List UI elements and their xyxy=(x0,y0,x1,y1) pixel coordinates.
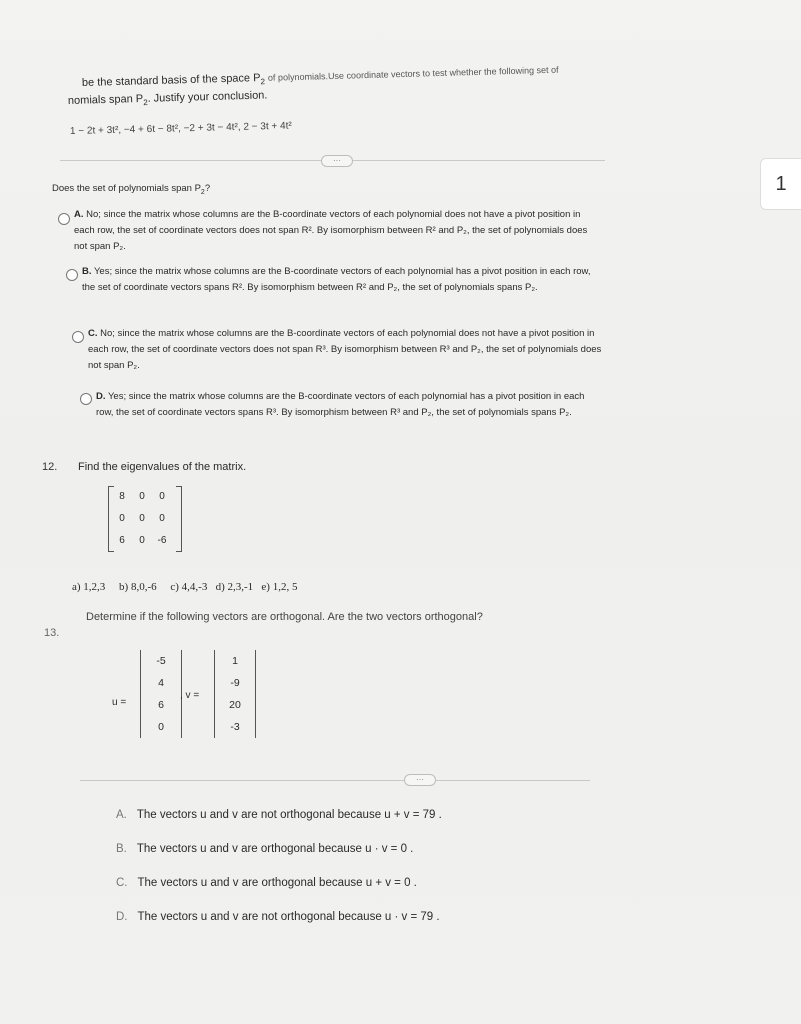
option-a-letter: A. xyxy=(74,209,84,220)
matrix-cell: 8 xyxy=(119,491,125,502)
header-line-1 xyxy=(82,64,559,91)
matrix-cell: 0 xyxy=(139,491,145,502)
span-question-sub: 2 xyxy=(200,188,205,196)
option-c-letter: C. xyxy=(88,328,98,339)
divider-bottom xyxy=(80,780,590,781)
answer-option-b[interactable] xyxy=(116,843,413,855)
v-entry: 20 xyxy=(229,699,241,711)
q13-number: 13. xyxy=(44,627,60,639)
vector-u xyxy=(140,650,182,738)
option-c-radio[interactable] xyxy=(72,331,84,343)
header-line-1-text: be the standard basis of the space P xyxy=(81,72,261,89)
answer-a-text: The vectors u and v are not orthogonal because u + v = 79 . xyxy=(136,809,442,821)
answer-option-c[interactable] xyxy=(116,877,417,889)
matrix-row-2 xyxy=(112,508,178,530)
option-c[interactable] xyxy=(88,326,603,374)
answer-option-a[interactable] xyxy=(116,809,442,821)
matrix-cell: 0 xyxy=(159,513,165,524)
u-entry: 0 xyxy=(158,721,164,733)
polynomial-set: 1 − 2t + 3t², −4 + 6t − 8t², −2 + 3t − 4t², 2 − 3t + 4t² xyxy=(69,120,292,137)
option-d-radio[interactable] xyxy=(80,393,92,405)
header-sub-2: 2 xyxy=(143,97,148,108)
answer-d-text: The vectors u and v are not orthogonal because u · v = 79 . xyxy=(137,911,440,923)
u-entry: 4 xyxy=(158,677,164,689)
q12-number: 12. xyxy=(42,461,58,473)
option-b-text: Yes; since the matrix whose columns are the B-coordinate vectors of each polynomial has a pivot position in each row, the set of coordinate vectors spans R². By isomorphism between R² and P₂, the set of polynomials spans P₂. xyxy=(82,266,591,293)
header-line-2 xyxy=(68,89,268,109)
matrix-cell: 0 xyxy=(119,513,125,524)
u-entry: 6 xyxy=(158,699,164,711)
more-pill-top[interactable]: ··· xyxy=(321,155,353,167)
span-question-prompt xyxy=(52,183,210,196)
answer-b-text: The vectors u and v are orthogonal because u · v = 0 . xyxy=(136,843,414,855)
answer-a-letter: A. xyxy=(116,809,127,821)
matrix-cell: 0 xyxy=(159,491,165,502)
option-a-radio[interactable] xyxy=(58,213,70,225)
header-sub: 2 xyxy=(260,77,266,87)
option-b[interactable] xyxy=(82,264,592,296)
answer-option-d[interactable] xyxy=(116,911,440,923)
header-line-2-rest: . Justify your conclusion. xyxy=(147,89,268,105)
header-line-2-text: nomials span P xyxy=(67,92,144,107)
matrix-cell: 6 xyxy=(119,535,125,546)
q13-prompt: Determine if the following vectors are orthogonal. Are the two vectors orthogonal? xyxy=(86,611,483,623)
matrix-cell: 0 xyxy=(139,513,145,524)
v-entry: -9 xyxy=(230,677,240,689)
v-label: , v = xyxy=(180,690,200,701)
option-d-text: Yes; since the matrix whose columns are the B-coordinate vectors of each polynomial has a pivot position in each row, the set of coordinate vectors spans R³. By isomorphism between R³ and P₂, the set of polynomials spans P₂. xyxy=(96,391,585,418)
answer-b-letter: B. xyxy=(116,843,127,855)
option-b-radio[interactable] xyxy=(66,269,78,281)
header-line-1-rest: of polynomials.Use coordinate vectors to test whether the following set of xyxy=(267,64,559,83)
answer-c-letter: C. xyxy=(116,877,128,889)
option-b-letter: B. xyxy=(82,266,92,277)
option-c-text: No; since the matrix whose columns are the B-coordinate vectors of each polynomial does not have a pivot position in each row, the set of coordinate vectors does not span R³. By isomorphism between R³ and P₂, the set of polynomials does not span P₂. xyxy=(88,328,602,371)
option-a[interactable] xyxy=(74,207,594,255)
u-label: u = xyxy=(112,697,127,708)
v-entry: 1 xyxy=(232,655,238,667)
matrix-row-1 xyxy=(112,486,178,508)
span-question-end: ? xyxy=(204,183,211,194)
u-entry: -5 xyxy=(156,655,166,667)
q12-prompt: Find the eigenvalues of the matrix. xyxy=(78,461,247,473)
matrix-cell: -6 xyxy=(157,535,167,546)
page-number-badge: 1 xyxy=(760,158,801,210)
answer-c-text: The vectors u and v are orthogonal because u + v = 0 . xyxy=(137,877,417,889)
eigen-matrix xyxy=(108,486,182,552)
q12-choices: a) 1,2,3 b) 8,0,-6 c) 4,4,-3 d) 2,3,-1 e) 1,2, 5 xyxy=(72,581,298,593)
matrix-cell: 0 xyxy=(139,535,145,546)
matrix-row-3 xyxy=(112,530,178,552)
option-d-letter: D. xyxy=(96,391,106,402)
span-question-main: Does the set of polynomials span P xyxy=(52,183,201,194)
vector-v xyxy=(214,650,256,738)
answer-d-letter: D. xyxy=(116,911,128,923)
more-pill-bottom[interactable]: ··· xyxy=(404,774,436,786)
option-a-text: No; since the matrix whose columns are the B-coordinate vectors of each polynomial does not have a pivot position in each row, the set of coordinate vectors does not span R². By isomorphism between R² and P₂, the set of polynomials does not span P₂. xyxy=(74,209,588,252)
v-entry: -3 xyxy=(230,721,240,733)
option-d[interactable] xyxy=(96,389,601,421)
